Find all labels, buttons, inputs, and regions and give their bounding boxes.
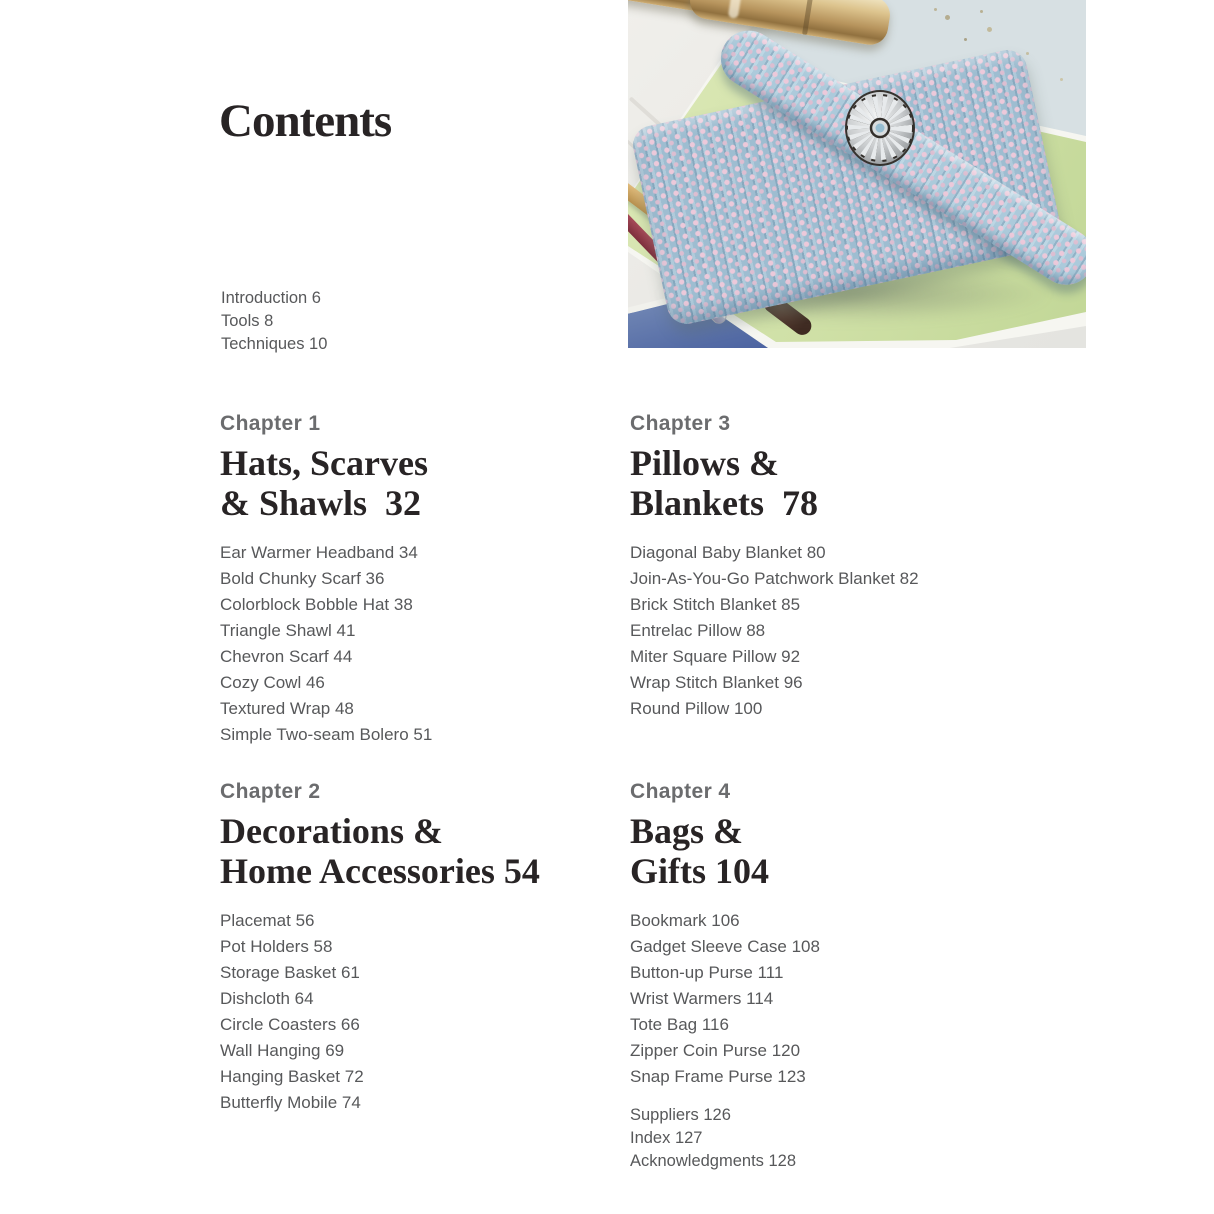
toc-item: Techniques 10 bbox=[221, 335, 328, 353]
toc-item: Index 127 bbox=[630, 1129, 703, 1147]
toc-item: Acknowledgments 128 bbox=[630, 1152, 797, 1170]
chapter-label: Chapter 2 bbox=[220, 780, 321, 803]
chapter-items bbox=[220, 908, 630, 1116]
chapter-title-line: Blankets 78 bbox=[630, 483, 819, 523]
toc-item: Wrap Stitch Blanket 96 bbox=[630, 673, 803, 692]
chapter-title-line: Bags & bbox=[630, 811, 744, 851]
toc-item: Gadget Sleeve Case 108 bbox=[630, 937, 820, 956]
toc-item: Button-up Purse 111 bbox=[630, 963, 784, 982]
toc-item: Triangle Shawl 41 bbox=[220, 621, 356, 640]
chapter-items bbox=[630, 908, 1040, 1090]
tube-highlight bbox=[728, 0, 744, 19]
end-matter-list bbox=[630, 1104, 796, 1173]
tube-seam bbox=[802, 0, 814, 35]
starburst-button-icon bbox=[843, 88, 917, 168]
toc-item: Diagonal Baby Blanket 80 bbox=[630, 543, 826, 562]
toc-item: Ear Warmer Headband 34 bbox=[220, 543, 418, 562]
toc-item: Chevron Scarf 44 bbox=[220, 647, 353, 666]
front-matter-list bbox=[221, 287, 327, 356]
toc-item: Miter Square Pillow 92 bbox=[630, 647, 801, 666]
toc-item: Bookmark 106 bbox=[630, 911, 740, 930]
toc-item: Simple Two-seam Bolero 51 bbox=[220, 725, 433, 744]
chapter-4-section bbox=[630, 780, 1040, 1090]
toc-item: Hanging Basket 72 bbox=[220, 1067, 364, 1086]
toc-item: Suppliers 126 bbox=[630, 1106, 731, 1124]
photo-gadget-sleeve-case bbox=[628, 0, 1086, 348]
chapter-title-line: Decorations & bbox=[220, 811, 443, 851]
page-title: Contents bbox=[219, 95, 392, 147]
chapter-title-line: Gifts 104 bbox=[630, 851, 769, 891]
toc-item: Wrist Warmers 114 bbox=[630, 989, 774, 1008]
decorative-button bbox=[843, 88, 917, 168]
chapter-title bbox=[220, 811, 630, 891]
toc-item: Placemat 56 bbox=[220, 911, 315, 930]
toc-item: Tools 8 bbox=[221, 312, 274, 330]
chapter-1-section bbox=[220, 412, 630, 748]
toc-item: Zipper Coin Purse 120 bbox=[630, 1041, 801, 1060]
chapter-title-line: & Shawls 32 bbox=[220, 483, 422, 523]
chapter-title bbox=[630, 811, 1040, 891]
toc-item: Circle Coasters 66 bbox=[220, 1015, 360, 1034]
chapter-items bbox=[220, 540, 630, 748]
chapter-title bbox=[630, 443, 1040, 523]
toc-item: Bold Chunky Scarf 36 bbox=[220, 569, 385, 588]
chapter-title-line: Pillows & bbox=[630, 443, 779, 483]
toc-item: Introduction 6 bbox=[221, 289, 321, 307]
chapter-title-line: Hats, Scarves bbox=[220, 443, 428, 483]
toc-item: Brick Stitch Blanket 85 bbox=[630, 595, 801, 614]
chapter-3-section bbox=[630, 412, 1040, 722]
toc-item: Tote Bag 116 bbox=[630, 1015, 729, 1034]
toc-item: Textured Wrap 48 bbox=[220, 699, 354, 718]
toc-item: Butterfly Mobile 74 bbox=[220, 1093, 361, 1112]
toc-item: Colorblock Bobble Hat 38 bbox=[220, 595, 413, 614]
toc-item: Join-As-You-Go Patchwork Blanket 82 bbox=[630, 569, 919, 588]
chapter-label: Chapter 1 bbox=[220, 412, 321, 435]
chapter-title bbox=[220, 443, 630, 523]
chapter-2-section bbox=[220, 780, 630, 1116]
chapter-items bbox=[630, 540, 1040, 722]
toc-item: Entrelac Pillow 88 bbox=[630, 621, 766, 640]
toc-item: Storage Basket 61 bbox=[220, 963, 360, 982]
chapter-label: Chapter 3 bbox=[630, 412, 731, 435]
toc-item: Dishcloth 64 bbox=[220, 989, 314, 1008]
toc-item: Snap Frame Purse 123 bbox=[630, 1067, 806, 1086]
toc-item: Wall Hanging 69 bbox=[220, 1041, 345, 1060]
chapter-label: Chapter 4 bbox=[630, 780, 731, 803]
toc-item: Round Pillow 100 bbox=[630, 699, 763, 718]
toc-item: Pot Holders 58 bbox=[220, 937, 333, 956]
chapter-title-line: Home Accessories 54 bbox=[220, 851, 540, 891]
toc-item: Cozy Cowl 46 bbox=[220, 673, 325, 692]
